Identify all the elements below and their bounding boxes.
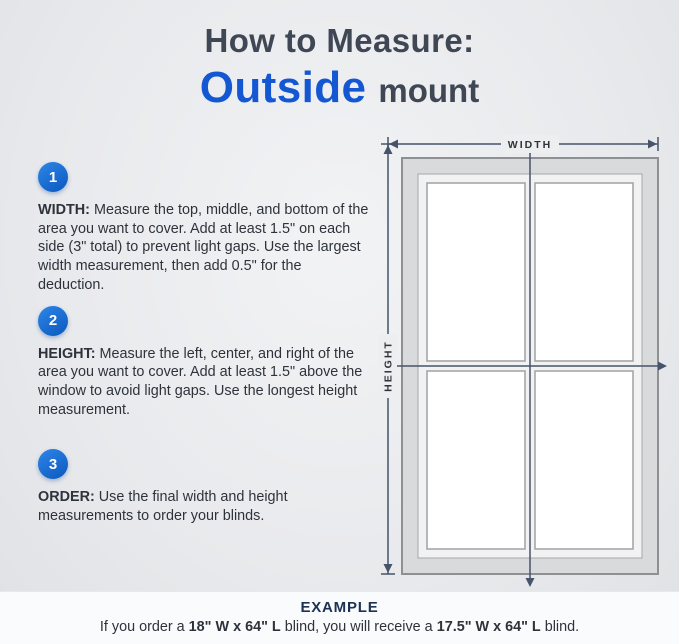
step-1: [38, 162, 370, 295]
center-down-arrowhead: [526, 578, 535, 587]
window-pane-bottom-right: [535, 371, 633, 549]
step-1-label: WIDTH:: [38, 202, 90, 218]
height-bottom-arrowhead: [384, 564, 393, 573]
window-illustration: [374, 130, 670, 590]
example-section: [0, 591, 679, 644]
step-3-number-badge: 3: [38, 449, 68, 479]
step-2-number-badge: 2: [38, 306, 68, 336]
step-3: [38, 449, 370, 525]
example-text: [0, 619, 679, 635]
page-title-line2: [0, 63, 679, 113]
step-2-body: Measure the left, center, and right of the area you want to cover. Add at least 1.5" above the window to avoid light gaps. Use the longest height measurement.: [38, 345, 363, 418]
step-3-text: [38, 488, 370, 525]
window-pane-bottom-left: [427, 371, 525, 549]
steps-list: [38, 162, 370, 537]
example-ordered-size: 18" W x 64" L: [188, 619, 281, 635]
example-mid: blind, you will receive a: [280, 619, 437, 635]
step-1-body: Measure the top, middle, and bottom of the area you want to cover. Add at least 1.5" on each side (3" total) to prevent light gaps. Use the largest width measurement, then add 0.5" for the deduction.: [38, 202, 369, 293]
mount-type-text: Outside: [199, 63, 367, 112]
example-post: blind.: [540, 619, 580, 635]
center-right-arrowhead: [658, 362, 667, 371]
width-right-arrowhead: [648, 140, 657, 149]
step-3-label: ORDER:: [38, 489, 95, 506]
step-2-label: HEIGHT:: [38, 345, 96, 362]
example-received-size: 17.5" W x 64" L: [436, 619, 541, 635]
window-measurement-diagram: [374, 130, 670, 595]
step-2-text: [38, 345, 370, 420]
height-top-arrowhead: [384, 145, 393, 154]
step-1-number-badge: 1: [38, 162, 68, 192]
header: [0, 22, 679, 113]
height-label: HEIGHT: [382, 340, 395, 392]
width-left-arrowhead: [389, 140, 398, 149]
mount-word-text: mount: [378, 72, 480, 109]
step-3-body: Use the final width and height measurements to order your blinds.: [38, 489, 288, 525]
example-pre: If you order a: [99, 619, 189, 635]
width-label: WIDTH: [507, 139, 553, 151]
step-1-text: [38, 201, 370, 295]
window-pane-top-right: [535, 183, 633, 361]
window-pane-top-left: [427, 183, 525, 361]
step-2: [38, 306, 370, 420]
example-heading: EXAMPLE: [300, 599, 379, 616]
page-title-line1: How to Measure:: [204, 22, 475, 59]
